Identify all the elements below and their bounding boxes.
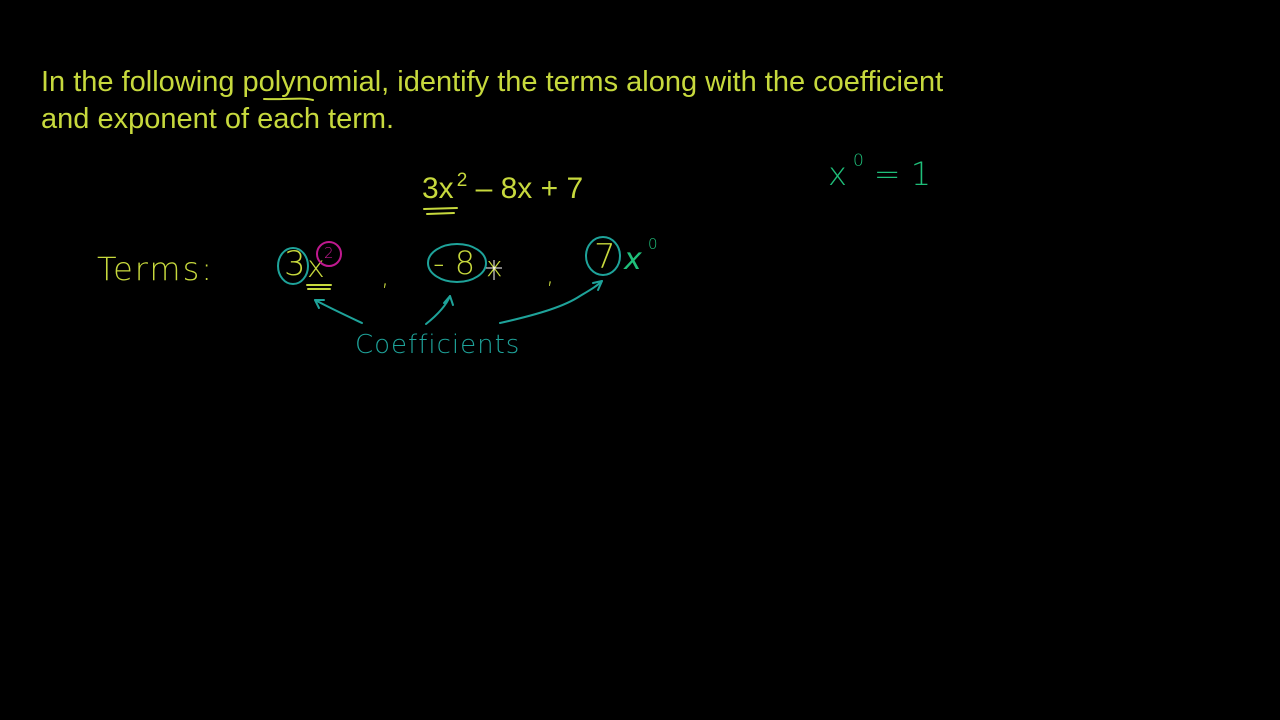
term-3-variable: x [624,242,642,277]
term-separator-2: , [546,260,555,290]
equation-lead-exponent: 2 [456,170,468,191]
terms-label: Terms: [97,250,215,288]
term-3-coefficient: 7 [594,237,616,277]
coefficients-label: Coefficients [355,330,521,360]
zero-exponent-result: = 1 [873,155,932,193]
zero-exponent-note [828,151,932,193]
term-1-exponent: 2 [324,244,334,262]
arrow-to-neg8 [426,296,450,324]
term-separator-1: , [381,262,390,292]
zero-exponent-base: x [828,155,847,193]
prompt-line-2: and exponent of each term. [41,103,395,135]
term-2-variable: x [486,250,503,283]
term-1-variable: x [307,250,325,285]
equation-coefficient-underline-1 [424,208,457,209]
equation-lead-term: 3x [422,172,454,205]
prompt-line-1-before: In the following [41,66,243,98]
polynomial-word: polynomial [242,66,382,98]
zero-exponent-value: 0 [852,151,864,171]
prompt-line-1-after: , identify the terms along with the coefficient [381,66,944,98]
equation-rest: – 8x + 7 [467,172,584,205]
prompt-line-1 [41,64,1141,101]
polynomial-equation [422,172,583,206]
term-1-coefficient: 3 [284,244,306,284]
arrow-to-3 [315,300,362,323]
term-2-coefficient: - 8 [433,244,476,282]
equation-coefficient-underline-2 [427,213,454,214]
term-3-exponent: 0 [648,235,658,253]
problem-prompt [41,64,1141,138]
